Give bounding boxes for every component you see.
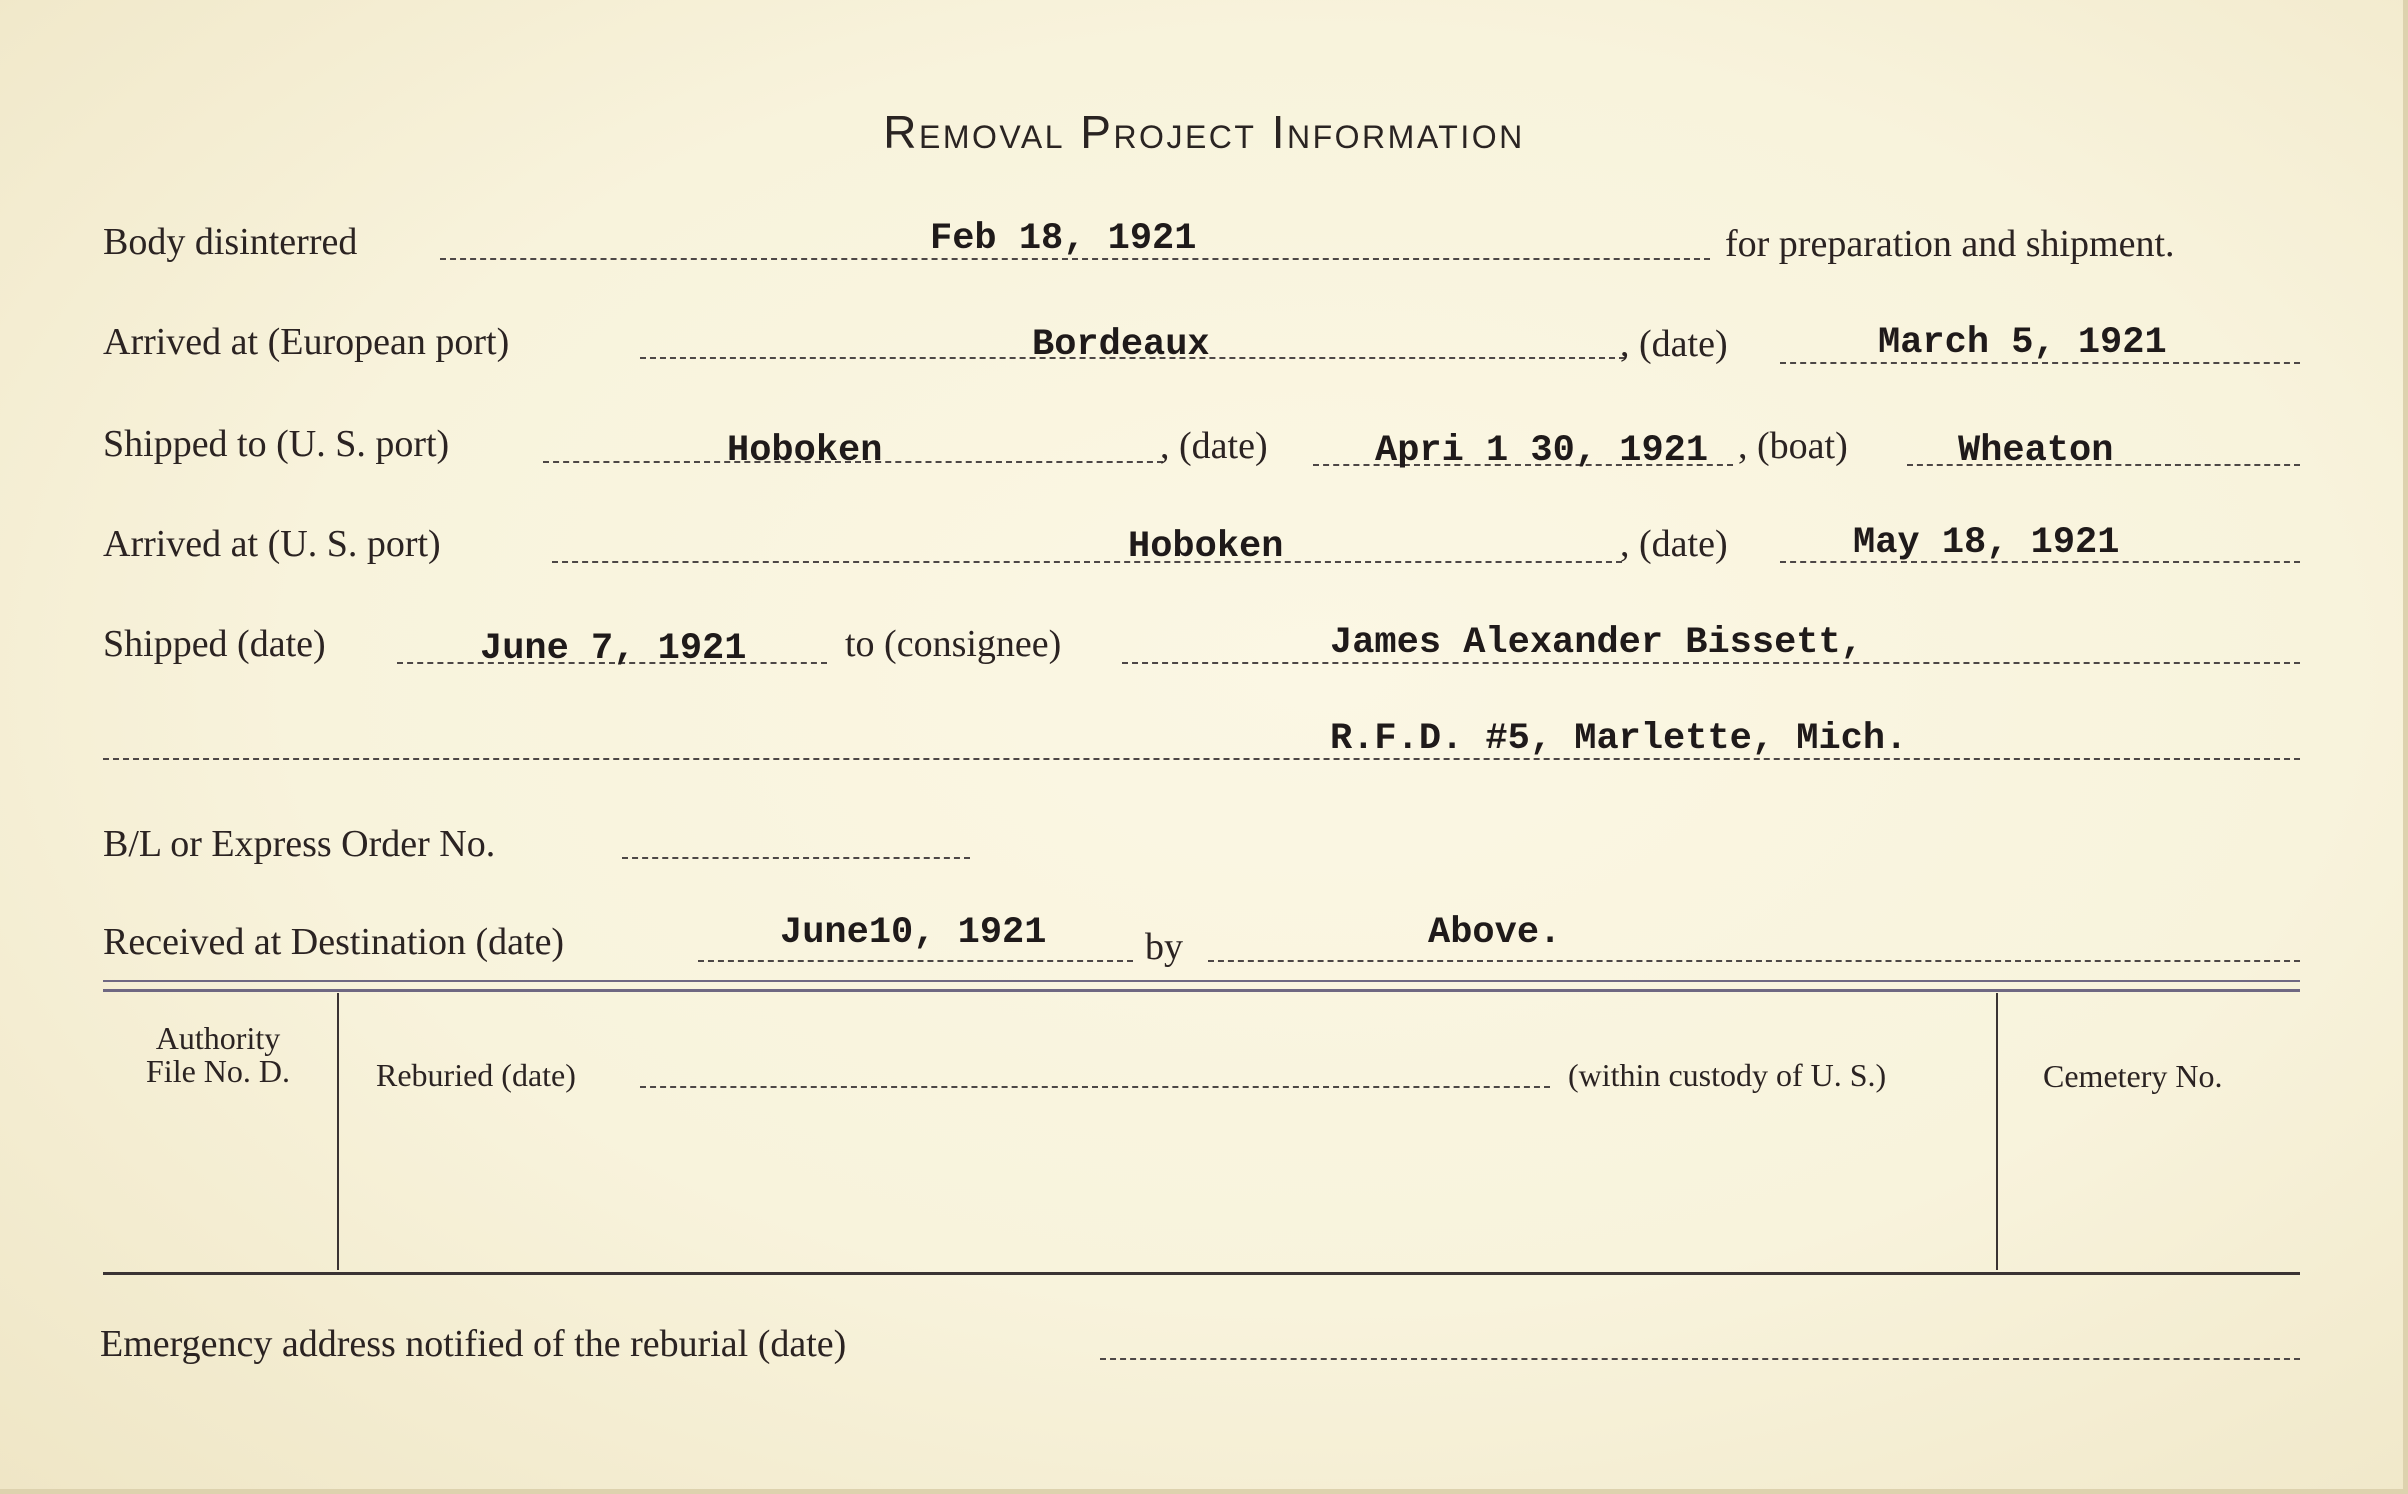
authority-file-label: [118, 1022, 318, 1088]
arrived-european-date-value: March 5, 1921: [1878, 322, 2167, 364]
reburied-label: Reburied (date): [376, 1057, 576, 1093]
cemetery-label: Cemetery No.: [2043, 1058, 2223, 1094]
shipped-us-date-label: , (date): [1160, 425, 1268, 467]
shipped-date-value: June 7, 1921: [480, 628, 747, 670]
body-disinterred-suffix: for preparation and shipment.: [1725, 223, 2175, 265]
custody-label: (within custody of U. S.): [1568, 1057, 1887, 1093]
bl-order-label: B/L or Express Order No.: [103, 823, 496, 865]
consignee-address-value: R.F.D. #5, Marlette, Mich.: [1330, 718, 1908, 760]
address-line: [103, 758, 2300, 760]
authority-label-line2: File No. D.: [146, 1053, 290, 1089]
arrived-us-date-value: May 18, 1921: [1853, 522, 2120, 564]
arrived-us-date-label: , (date): [1620, 523, 1728, 565]
arrived-us-port-line: [552, 561, 1622, 563]
received-label: Received at Destination (date): [103, 921, 565, 963]
authority-label-line1: Authority: [155, 1020, 281, 1056]
table-divider-right: [1996, 993, 1998, 1270]
arrived-us-label: Arrived at (U. S. port): [103, 523, 441, 565]
table-bottom-rule: [103, 1272, 2300, 1275]
consignee-label: to (consignee): [845, 623, 1062, 665]
arrived-european-port-value: Bordeaux: [1032, 324, 1210, 366]
card-title-text: Removal Project Information: [883, 106, 1525, 158]
card-title: [0, 105, 2408, 159]
shipped-date-label: Shipped (date): [103, 623, 326, 665]
shipped-us-label: Shipped to (U. S. port): [103, 423, 450, 465]
received-date-value: June10, 1921: [780, 912, 1047, 954]
emergency-label: Emergency address notified of the reburial (date): [100, 1323, 847, 1365]
body-disinterred-label: Body disinterred: [103, 221, 358, 263]
reburied-line: [640, 1086, 1550, 1088]
double-rule-top: [103, 980, 2300, 982]
consignee-value: James Alexander Bissett,: [1330, 622, 1863, 664]
shipped-us-port-value: Hoboken: [727, 430, 883, 472]
double-rule-bottom: [103, 989, 2300, 992]
shipped-us-boat-label: , (boat): [1738, 425, 1848, 467]
arrived-european-date-label: , (date): [1620, 323, 1728, 365]
arrived-us-port-value: Hoboken: [1128, 526, 1284, 568]
emergency-line: [1100, 1358, 2300, 1360]
body-disinterred-value: Feb 18, 1921: [930, 218, 1197, 260]
received-date-line: [698, 960, 1133, 962]
arrived-european-label: Arrived at (European port): [103, 321, 510, 363]
shipped-us-date-value: Apri 1 30, 1921: [1375, 430, 1709, 472]
received-by-value: Above.: [1428, 912, 1562, 954]
received-by-line: [1208, 960, 2300, 962]
bl-order-line: [622, 857, 970, 859]
received-by-label: by: [1145, 926, 1183, 968]
table-divider-left: [337, 993, 339, 1270]
shipped-us-boat-value: Wheaton: [1958, 430, 2114, 472]
